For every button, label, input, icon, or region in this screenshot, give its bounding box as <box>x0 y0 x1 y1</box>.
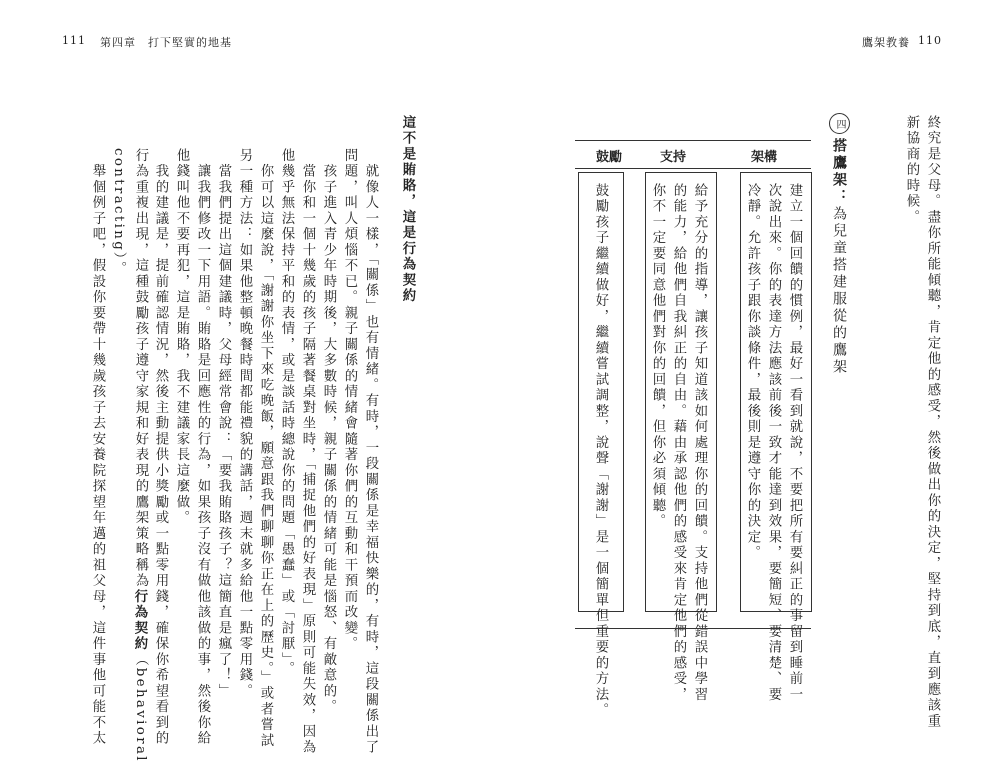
support-line-1: 給予充分的指導，讓孩子知道該如何處理你的回饋。支持他們從錯誤中學習 <box>692 183 707 703</box>
table-header-rule <box>575 168 811 169</box>
left-line-14: 舉個例子吧，假設你要帶十幾歲孩子去安養院探望年邁的祖父母，這件事他可能不太 <box>90 148 105 747</box>
right-page-number: 110 <box>918 34 942 47</box>
left-line-6: 你可以這麼說，「謝謝你坐下來吃晚飯，願意跟我們聊聊你正在上的歷史。」或者嘗試 <box>258 148 273 749</box>
left-line-13: contracting）。 <box>111 148 126 277</box>
left-line-1: 就像人一樣，「關係」也有情緒。有時，一段關係是幸福快樂的，有時，這段關係出了 <box>363 148 378 756</box>
header-structure: 架構 <box>750 150 777 165</box>
left-line-2: 問題，叫人煩惱不已。親子關係的情緒會隨著你們的互動和干預而改變。 <box>342 148 357 652</box>
left-line-9: 讓我們修改一下用語。賄賂是回應性的行為，如果孩子沒有做他該做的事，然後你給 <box>195 148 210 747</box>
intro-line-2: 新協商的時候。 <box>904 115 919 226</box>
term-english: （behavioral <box>133 652 148 763</box>
right-book-title: 鷹架教養 <box>862 36 910 49</box>
left-line-12-text: 行為重複出現，這種鼓勵孩子遵守家規和好表現的鷹架策略稱為 <box>133 148 148 589</box>
left-line-4: 當你和一個十幾歲的孩子隔著餐桌對坐時，「捕捉他們的好表現」原則可能失效，因為 <box>300 148 315 756</box>
section-heading <box>829 113 850 376</box>
structure-line-1: 建立一個回饋的慣例，最好一看到就說，不要把所有要糾正的事留到睡前一 <box>787 183 802 703</box>
left-chapter-title: 第四章 打下堅實的地基 <box>100 36 232 49</box>
header-encouragement: 鼓勵 <box>595 150 622 165</box>
section-title-bold: 搭鷹架： <box>831 138 847 206</box>
left-subheading: 這不是賄賂，這是行為契約 <box>400 115 415 304</box>
table-bottom-rule <box>575 628 811 629</box>
left-line-8: 當我們提出這個建議時，父母經常會說：「要我賄賂孩子？這簡直是瘋了！」 <box>216 148 231 700</box>
structure-line-2: 次說出來。你的表達方法應該前後一致才能達到效果，要簡短、要清楚、要 <box>766 183 781 703</box>
intro-line-1: 終究是父母。盡你所能傾聽，肯定他的感受，然後做出你的決定，堅持到底，直到應該重 <box>925 115 940 730</box>
left-line-11: 我的建議是，提前確認情況，然後主動提供小獎勵或一點零用錢，確保你希望看到的 <box>153 148 168 747</box>
support-line-3: 你不一定要同意他們對你的回饋，但你必須傾聽。 <box>650 183 665 530</box>
bold-term: 行為契約 <box>132 589 148 652</box>
left-line-12 <box>129 148 151 763</box>
left-line-10: 他錢叫他不要再犯，這是賄賂，我不建議家長這麼做。 <box>174 148 189 526</box>
header-support: 支持 <box>659 150 686 165</box>
support-line-2: 的能力，給他們自我糾正的自由。藉由承認他們的感受來肯定他們的感受， <box>671 183 686 703</box>
section-number-badge: 四 <box>829 113 850 134</box>
left-line-7: 另一種方法：如果他整頓晚餐時間都能禮貌的講話，週末就多給他一點零用錢。 <box>237 148 252 700</box>
left-line-3: 孩子進入青少年時期後，大多數時候，親子關係的情緒可能是惱怒、有敵意的。 <box>321 148 336 715</box>
left-line-5: 他幾乎無法保持平和的表情，或是談話時總說你的問題「愚蠢」或「討厭」。 <box>279 148 294 677</box>
table-top-rule <box>575 140 811 141</box>
left-page-number: 111 <box>62 34 86 47</box>
encouragement-line-1: 鼓勵孩子繼續做好，繼續嘗試調整，說聲「謝謝」是一個簡單但重要的方法。 <box>593 183 608 719</box>
structure-line-3: 冷靜。允許孩子跟你談條件，最後則是遵守你的決定。 <box>745 183 760 561</box>
section-title-rest: 為兒童搭建服從的鷹架 <box>831 206 847 376</box>
